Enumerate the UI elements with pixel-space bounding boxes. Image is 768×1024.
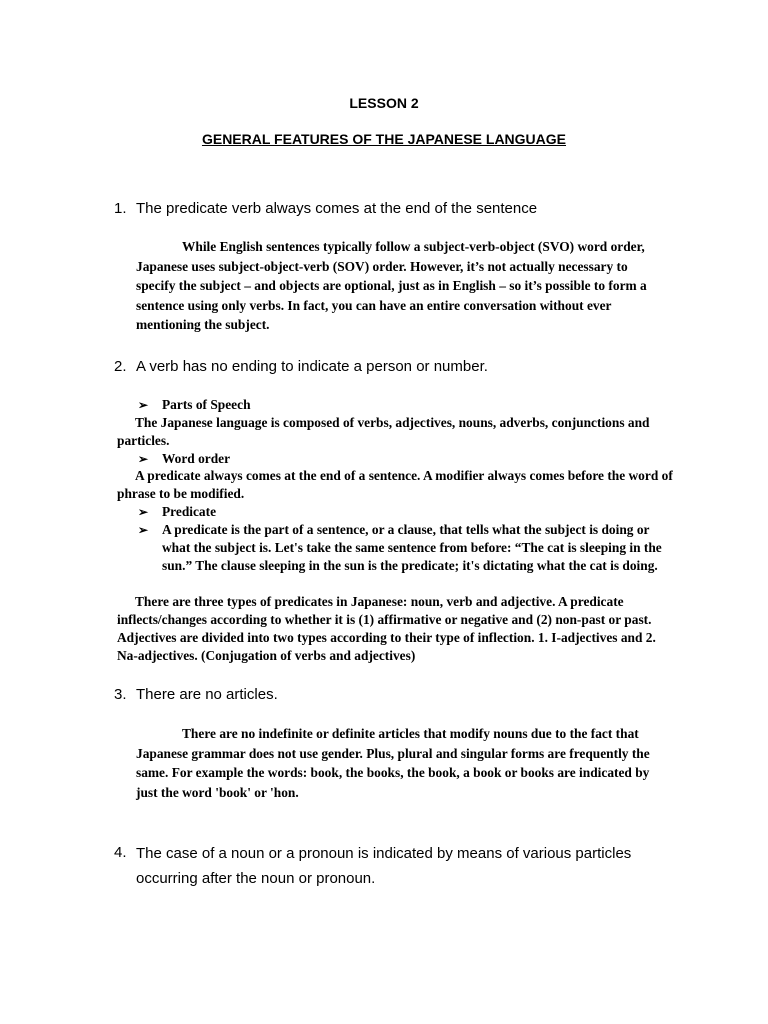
bullet-text: Word order [162, 451, 231, 466]
section-2-heading [114, 355, 696, 378]
parts-of-speech-text: The Japanese language is composed of verbs, adjectives, nouns, adverbs, conjunctions and particles. [117, 415, 650, 448]
bullet-parts-of-speech [138, 396, 670, 414]
section-heading-text: There are no articles. [136, 686, 278, 703]
arrow-bullet-icon: ➢ [138, 452, 149, 466]
bullet-text: A predicate is the part of a sentence, or a clause, that tells what the subject is doing or what the subject is. Let's take the same sentence from before: “The cat is sleeping in the sun.” The clause sleeping in the sun is the predicate; it's dictating what the cat is doing. [162, 522, 662, 573]
section-3-paragraph: There are no indefinite or definite articles that modify nouns due to the fact that Japanese grammar does not use gender. Plus, plural and singular forms are frequently the same. For example the words: book, the books, the book, a book or books are indicated by just the word 'book' or 'hon. [136, 726, 650, 800]
arrow-bullet-icon: ➢ [138, 398, 149, 412]
section-heading-text: The predicate verb always comes at the end of the sentence [136, 200, 538, 217]
section-3-heading [114, 683, 696, 706]
bullet-text: Parts of Speech [162, 397, 251, 412]
section-4-heading [114, 841, 696, 891]
section-number: 4. [114, 844, 127, 861]
section-number: 3. [114, 686, 127, 703]
bullet-text: Predicate [162, 504, 217, 519]
lesson-title: LESSON 2 [349, 95, 419, 111]
bullet-predicate [138, 503, 670, 521]
predicate-types-text: There are three types of predicates in Japanese: noun, verb and adjective. A predicate inflects/changes according to whether it is (1) affirmative or negative and (2) non-past or past. Adjectives are divided into two types according to their type of inflection. 1. I-adjectives and 2. Na-adjectives. (Conjugation of verbs and adjectives) [117, 594, 656, 663]
section-heading-text: The case of a noun or a pronoun is indicated by means of various particles occurring after the noun or pronoun. [136, 845, 632, 887]
section-heading-text: A verb has no ending to indicate a person or number. [136, 358, 488, 375]
section-1-paragraph: While English sentences typically follow a subject-verb-object (SVO) word order, Japanese uses subject-object-verb (SOV) order. However, it’s not actually necessary to specify the subject – and objects are optional, just as in English – so it’s possible to form a sentence using only verbs. In fact, you can have an entire conversation without ever mentioning the subject. [136, 239, 647, 332]
section-number: 1. [114, 200, 127, 217]
bullet-predicate-definition [138, 521, 662, 575]
word-order-text: A predicate always comes at the end of a sentence. A modifier always comes before the word of phrase to be modified. [117, 468, 673, 501]
bullet-word-order [138, 450, 670, 468]
arrow-bullet-icon: ➢ [138, 505, 149, 519]
section-number: 2. [114, 358, 127, 375]
document-title: GENERAL FEATURES OF THE JAPANESE LANGUAGE [201, 131, 567, 147]
section-1-heading [114, 197, 696, 220]
arrow-bullet-icon: ➢ [138, 523, 149, 537]
